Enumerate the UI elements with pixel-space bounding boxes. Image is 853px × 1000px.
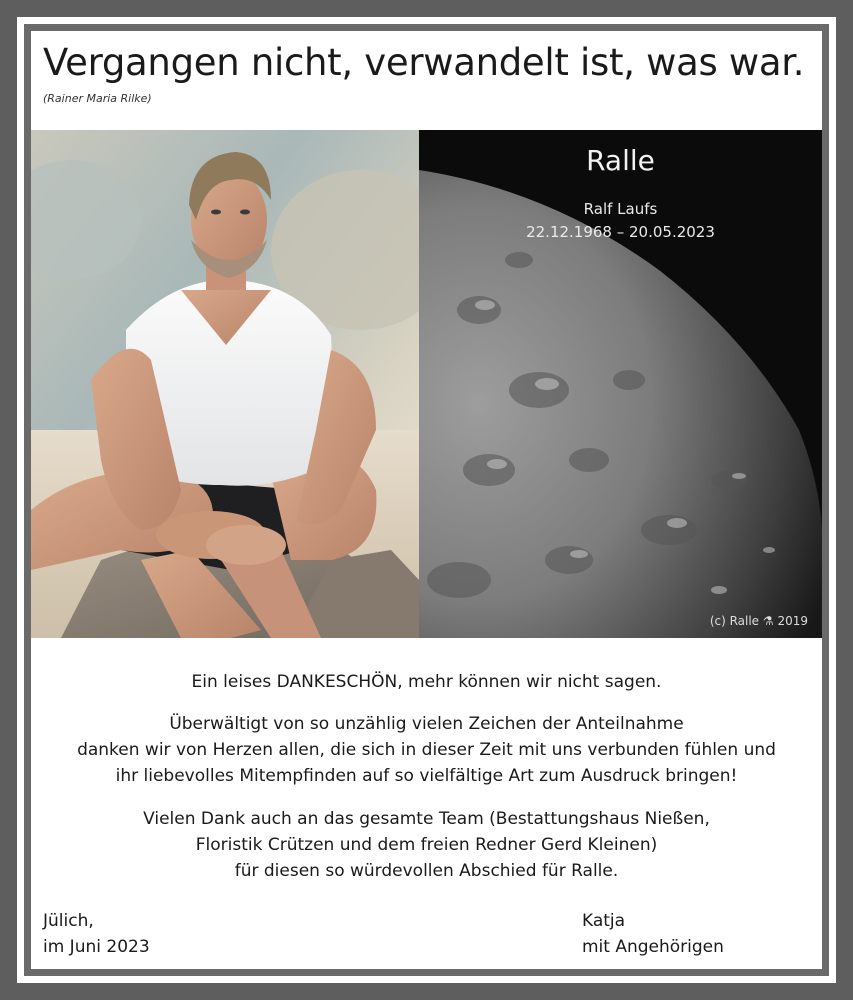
place-date [43,908,150,960]
thanks-lead [31,669,822,695]
paragraph-line: Floristik Crützen und dem freien Redner Gerd Kleinen) [195,835,658,855]
paragraph-line: für diesen so würdevollen Abschied für Ralle. [234,861,619,881]
portrait-photo-icon [31,130,419,638]
portrait-photo [31,130,419,638]
paragraph-line: danken wir von Herzen allen, die sich in dieser Zeit mit uns verbunden fühlen und [77,740,776,760]
thanks-paragraph-1 [31,711,822,789]
paragraph-line: Vielen Dank auch an das gesamte Team (Bestattungshaus Nießen, [143,809,710,829]
quote-attribution: (Rainer Maria Rilke) [43,92,152,105]
signer-name: Katja [582,911,626,931]
place: Jülich, [43,911,94,931]
paragraph-line: ihr liebevolles Mitempfinden auf so vielfältige Art zum Ausdruck bringen! [115,766,738,786]
nickname: Ralle [586,144,655,177]
photo-copyright: (c) Ralle ⚗ 2019 [709,614,808,628]
date: im Juni 2023 [43,937,150,957]
moon-panel [419,130,822,638]
signer-note: mit Angehörigen [582,937,724,957]
quote-heading: Vergangen nicht, verwandelt ist, was war. [43,41,805,84]
thanks-paragraph-2 [31,806,822,884]
signature [582,908,724,960]
full-name: Ralf Laufs [583,200,658,218]
life-dates: 22.12.1968 – 20.05.2023 [526,223,715,241]
paragraph-line: Überwältigt von so unzählig vielen Zeichen der Anteilnahme [169,714,684,734]
notice-card [31,31,822,969]
thanks-lead-line: Ein leises DANKESCHÖN, mehr können wir nicht sagen. [191,672,662,692]
